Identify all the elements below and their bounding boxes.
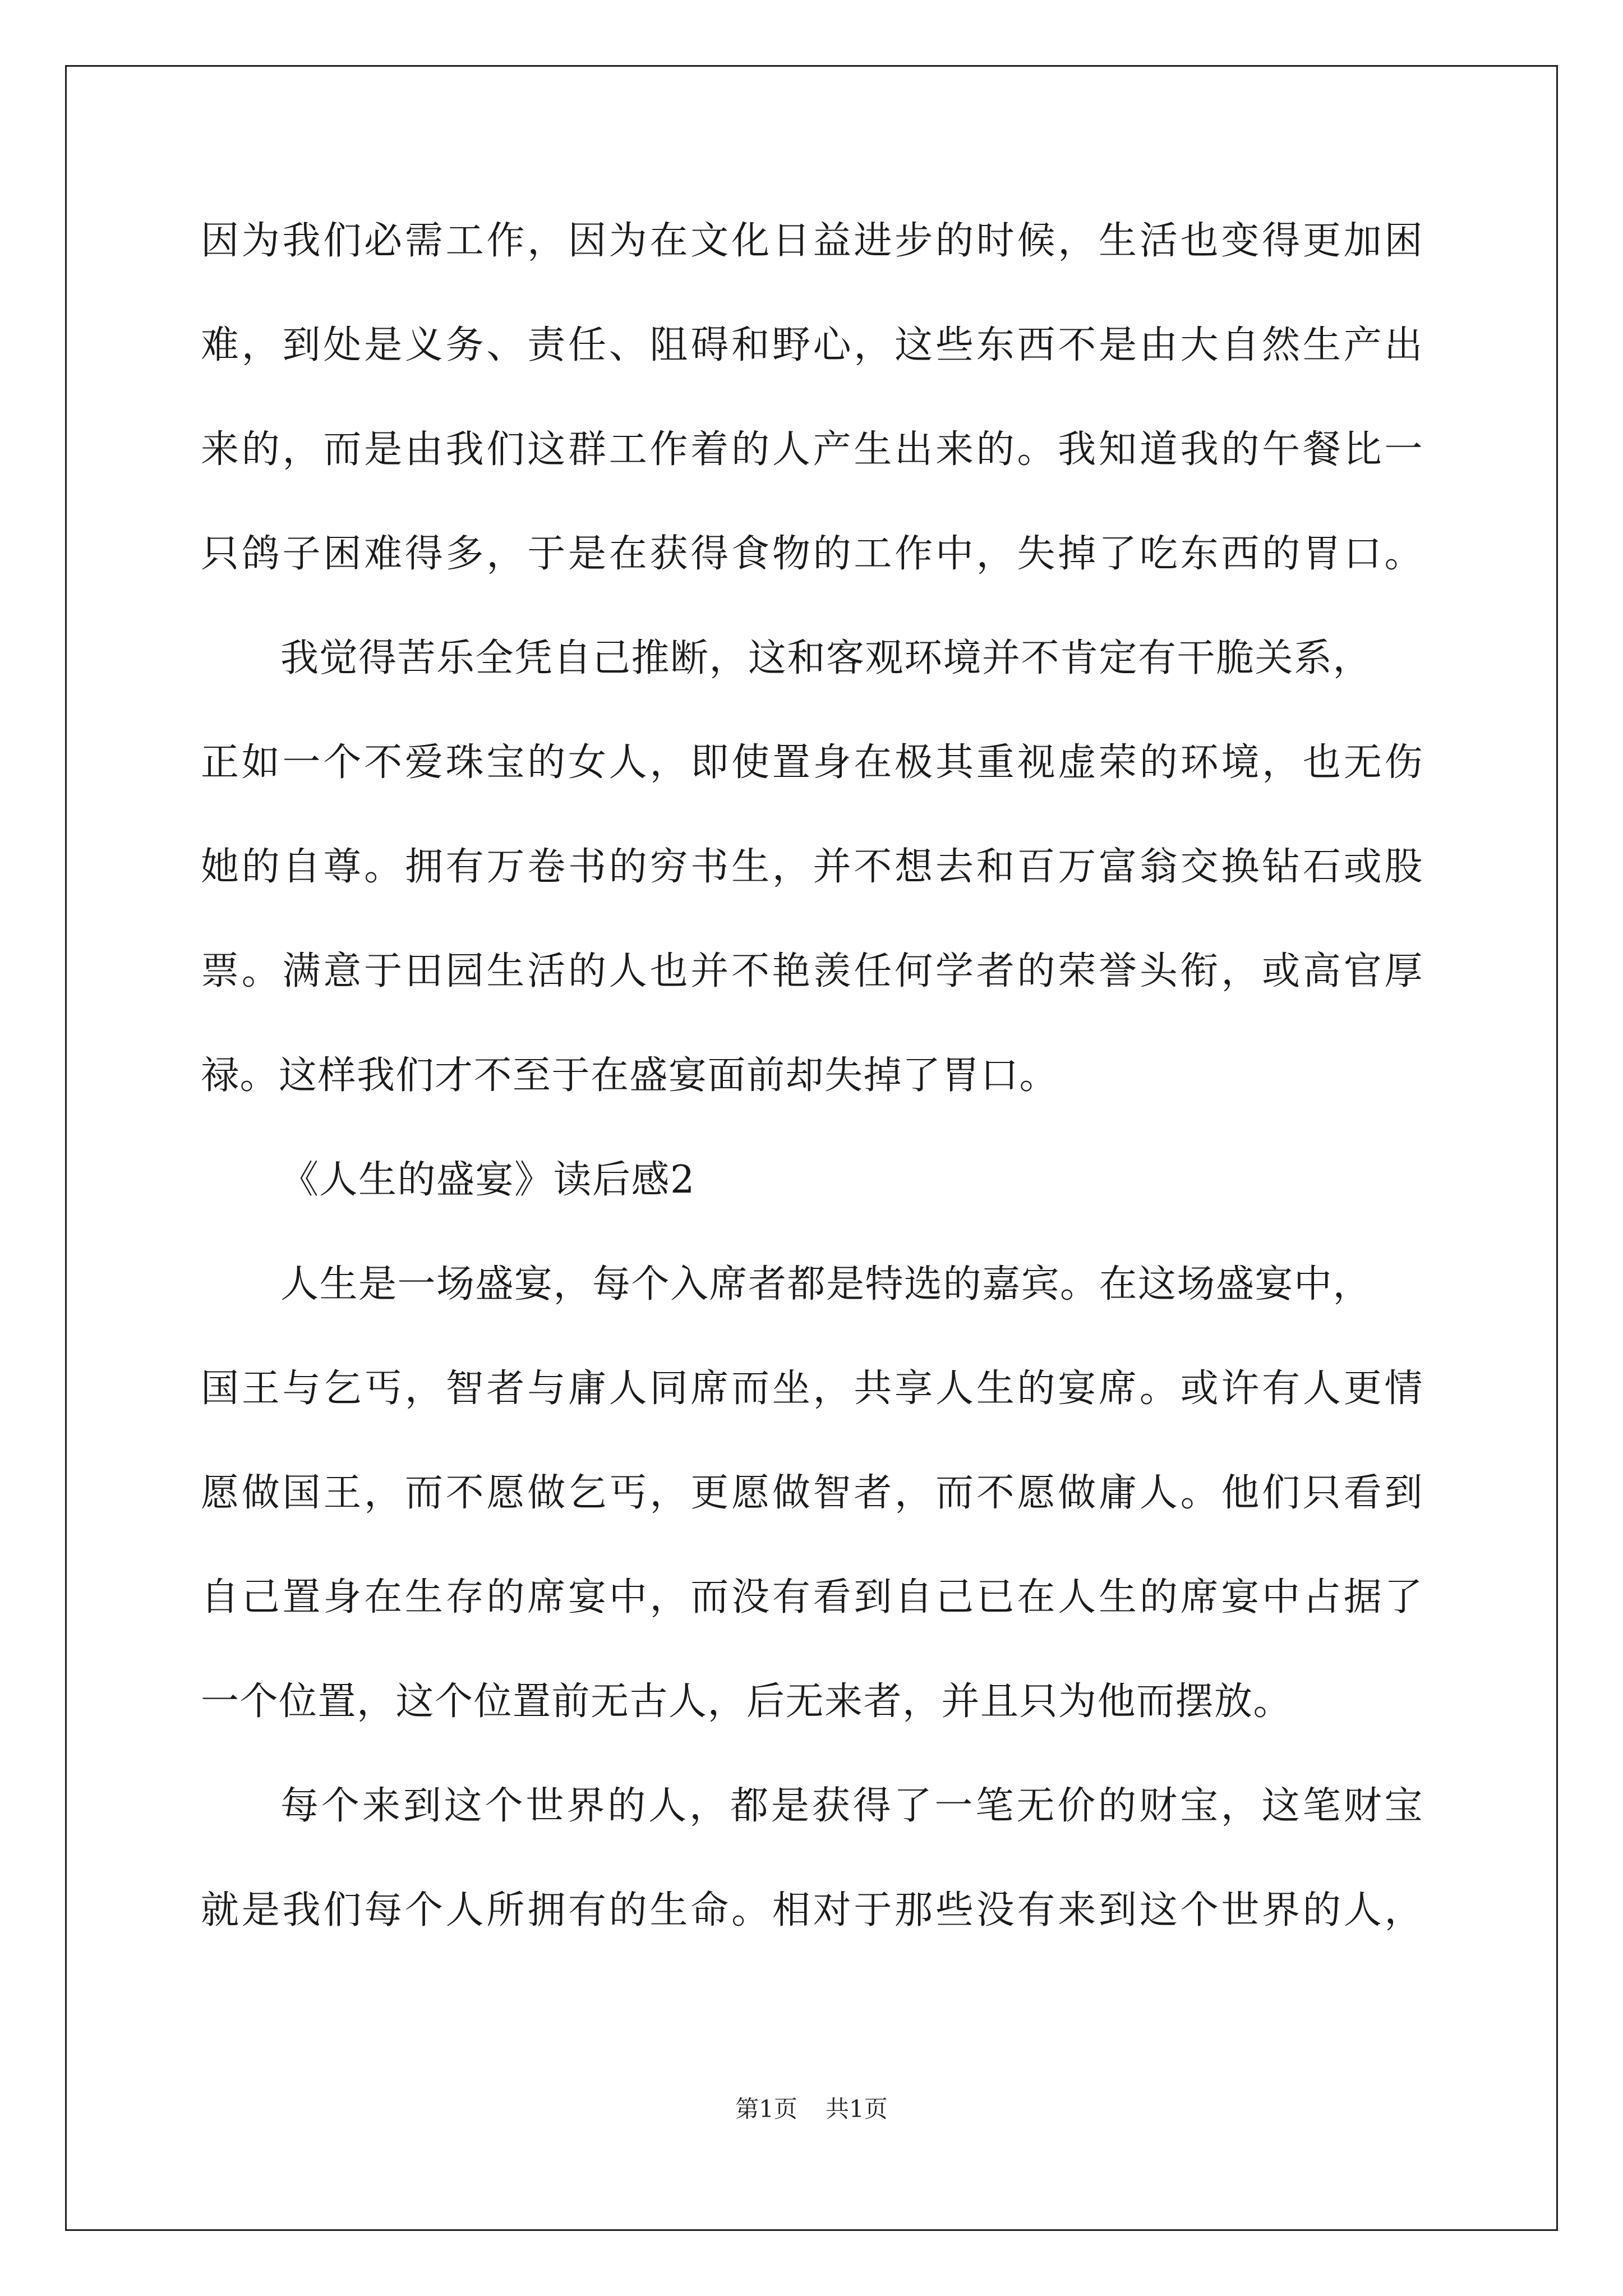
text-line: 只鸽子困难得多，于是在获得食物的工作中，失掉了吃东西的胃口。	[201, 532, 1423, 576]
text-line: 每个来到这个世界的人，都是获得了一笔无价的财宝，这笔财宝	[280, 1784, 1423, 1828]
text-line: 人生是一场盛宴，每个入席者都是特选的嘉宾。在这场盛宴中，	[280, 1262, 1372, 1306]
page-number: 第1页	[735, 2095, 797, 2123]
text-line: 我觉得苦乐全凭自己推断，这和客观环境并不肯定有干脆关系，	[280, 636, 1372, 680]
text-line: 她的自尊。拥有万卷书的穷书生，并不想去和百万富翁交换钻石或股	[201, 845, 1423, 889]
page-total: 共1页	[826, 2095, 888, 2123]
text-line: 正如一个不爱珠宝的女人，即使置身在极其重视虚荣的环境，也无伤	[201, 740, 1423, 785]
text-line: 禄。这样我们才不至于在盛宴面前却失掉了胃口。	[201, 1053, 1059, 1098]
text-line: 国王与乞丐，智者与庸人同席而坐，共享人生的宴席。或许有人更情	[201, 1366, 1423, 1411]
text-line: 因为我们必需工作，因为在文化日益进步的时候，生活也变得更加困	[201, 219, 1423, 263]
text-line: 自己置身在生存的席宴中，而没有看到自己已在人生的席宴中占据了	[201, 1575, 1423, 1619]
text-line: 愿做国王，而不愿做乞丐，更愿做智者，而不愿做庸人。他们只看到	[201, 1471, 1423, 1515]
text-line: 就是我们每个人所拥有的生命。相对于那些没有来到这个世界的人，	[201, 1888, 1423, 1932]
text-line: 难，到处是义务、责任、阻碍和野心，这些东西不是由大自然生产出	[201, 323, 1423, 367]
text-line: 一个位置，这个位置前无古人，后无来者，并且只为他而摆放。	[201, 1680, 1293, 1724]
text-line: 来的，而是由我们这群工作着的人产生出来的。我知道我的午餐比一	[201, 427, 1423, 472]
text-line: 票。满意于田园生活的人也并不艳羡任何学者的荣誉头衔，或高官厚	[201, 949, 1423, 993]
section-heading: 《人生的盛宴》读后感2	[280, 1158, 695, 1202]
page-footer	[0, 2092, 1623, 2126]
